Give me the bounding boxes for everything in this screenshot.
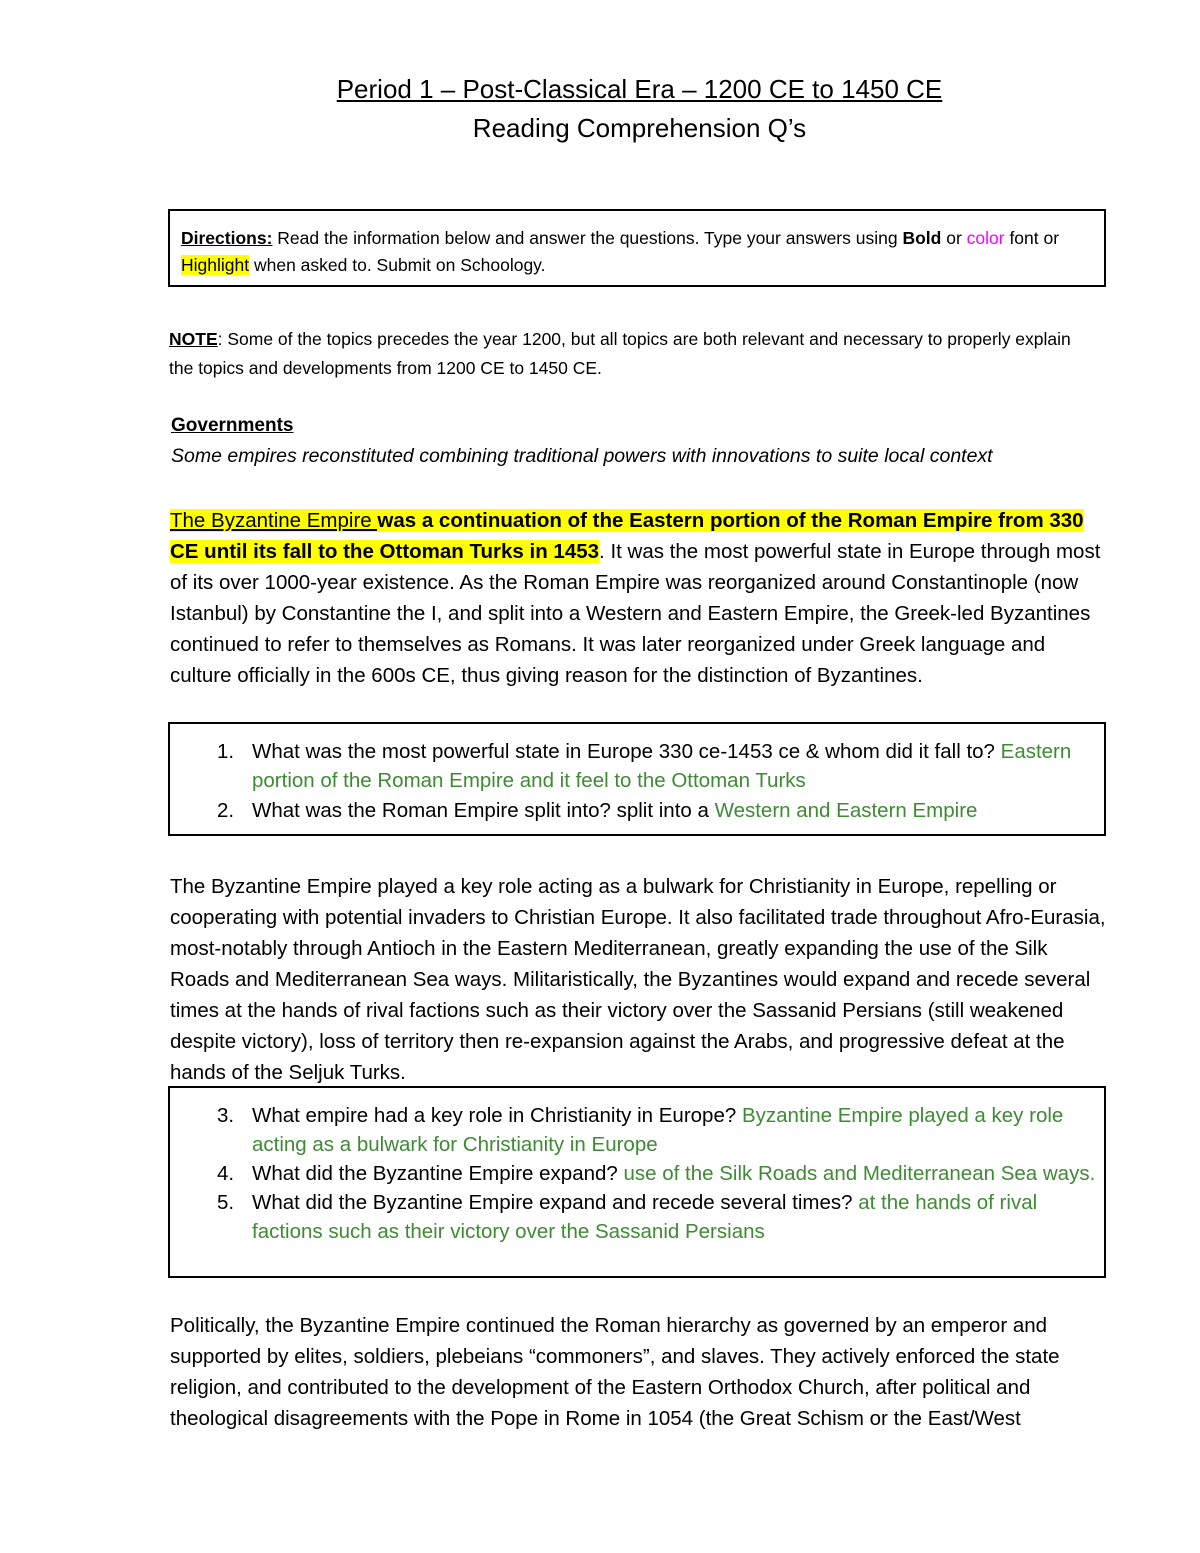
question-box-2 — [168, 1086, 1106, 1278]
question-item — [170, 1159, 1104, 1188]
question-text: What did the Byzantine Empire expand and recede several times? — [252, 1191, 859, 1214]
note-label: NOTE — [169, 329, 218, 349]
page-title: Period 1 – Post-Classical Era – 1200 CE to 1450 CE — [336, 74, 943, 104]
answer-text[interactable]: Eastern portion of the Roman Empire and it feel to the Ottoman Turks — [252, 740, 1072, 792]
directions-or: or — [941, 228, 967, 248]
answer-text[interactable]: Byzantine Empire played a key role acting as a bulwark for Christianity in Europe — [252, 1104, 1064, 1156]
question-number: 1. — [217, 740, 235, 763]
question-number: 5. — [217, 1191, 235, 1214]
question-number: 2. — [217, 799, 235, 822]
question-number: 3. — [217, 1104, 235, 1127]
question-item — [170, 796, 1104, 825]
section-subheading: Some empires reconstituted combining traditional powers with innovations to suite local context — [171, 445, 993, 467]
question-box-1 — [168, 722, 1106, 836]
paragraph-byzantine-intro — [170, 505, 1110, 691]
question-item — [170, 1101, 1104, 1159]
answer-text[interactable]: at the hands of rival factions such as their victory over the Sassanid Persians — [252, 1191, 1038, 1243]
directions-label: Directions: — [181, 228, 273, 248]
directions-bold-word: Bold — [902, 228, 942, 248]
paragraph-byzantine-politics: Politically, the Byzantine Empire continued the Roman hierarchy as governed by an emperor and supported by elites, soldiers, plebeians “commoners”, and slaves. They actively enforced the state religion, and contributed to the development of the Eastern Orthodox Church, after political and theological disagreements with the Pope in Rome in 1054 (the Great Schism or the East/West — [170, 1314, 1060, 1430]
answer-text[interactable]: use of the Silk Roads and Mediterranean Sea ways. — [623, 1162, 1096, 1185]
directions-text-2: font or — [1004, 228, 1060, 248]
question-text: What was the Roman Empire split into? split into a — [252, 799, 715, 822]
highlight-underline-text: The Byzantine Empire — [170, 509, 378, 532]
question-text: What empire had a key role in Christianity in Europe? — [252, 1104, 742, 1127]
question-item — [170, 1188, 1104, 1246]
directions-color-word: color — [966, 228, 1005, 248]
paragraph-text: . It was the most powerful state in Europe through most of its over 1000-year existence. As the Roman Empire was reorganized around Constantinople (now Istanbul) by Constantine the I, and split into a Western and Eastern Empire, the Greek-led Byzantines continued to refer to themselves as Romans. It was later reorganized under Greek language and culture officially in the 600s CE, thus giving reason for the distinction of Byzantines. — [170, 540, 1101, 687]
note-paragraph — [169, 325, 1099, 383]
highlight-bold-text: was a continuation of the Eastern portion of the Roman Empire from 330 CE until its fall to the Ottoman Turks in 1453 — [170, 509, 1084, 563]
directions-box — [168, 209, 1106, 287]
page-subtitle: Reading Comprehension Q’s — [472, 113, 807, 143]
question-number: 4. — [217, 1162, 235, 1185]
question-item — [170, 737, 1104, 795]
answer-text[interactable]: Western and Eastern Empire — [714, 799, 978, 822]
directions-text-3: when asked to. Submit on Schoology. — [249, 255, 546, 275]
question-text: What did the Byzantine Empire expand? — [252, 1162, 624, 1185]
section-heading: Governments — [171, 415, 294, 436]
question-text: What was the most powerful state in Europe 330 ce-1453 ce & whom did it fall to? — [252, 740, 1001, 763]
paragraph-byzantine-role: The Byzantine Empire played a key role acting as a bulwark for Christianity in Europe, repelling or cooperating with potential invaders to Christian Europe. It also facilitated trade throughout Afro-Eurasia, most-notably through Antioch in the Eastern Mediterranean, greatly expanding the use of the Silk Roads and Mediterranean Sea ways. Militaristically, the Byzantines would expand and recede several times at the hands of rival factions such as their victory over the Sassanid Persians (still weakened despite victory), loss of territory then re-expansion against the Arabs, and progressive defeat at the hands of the Seljuk Turks. — [170, 875, 1106, 1084]
directions-text-1: Read the information below and answer the questions. Type your answers using — [272, 228, 903, 248]
directions-highlight-word: Highlight — [181, 255, 250, 275]
note-text: : Some of the topics precedes the year 1200, but all topics are both relevant and necessary to properly explain the topics and developments from 1200 CE to 1450 CE. — [169, 329, 1071, 378]
